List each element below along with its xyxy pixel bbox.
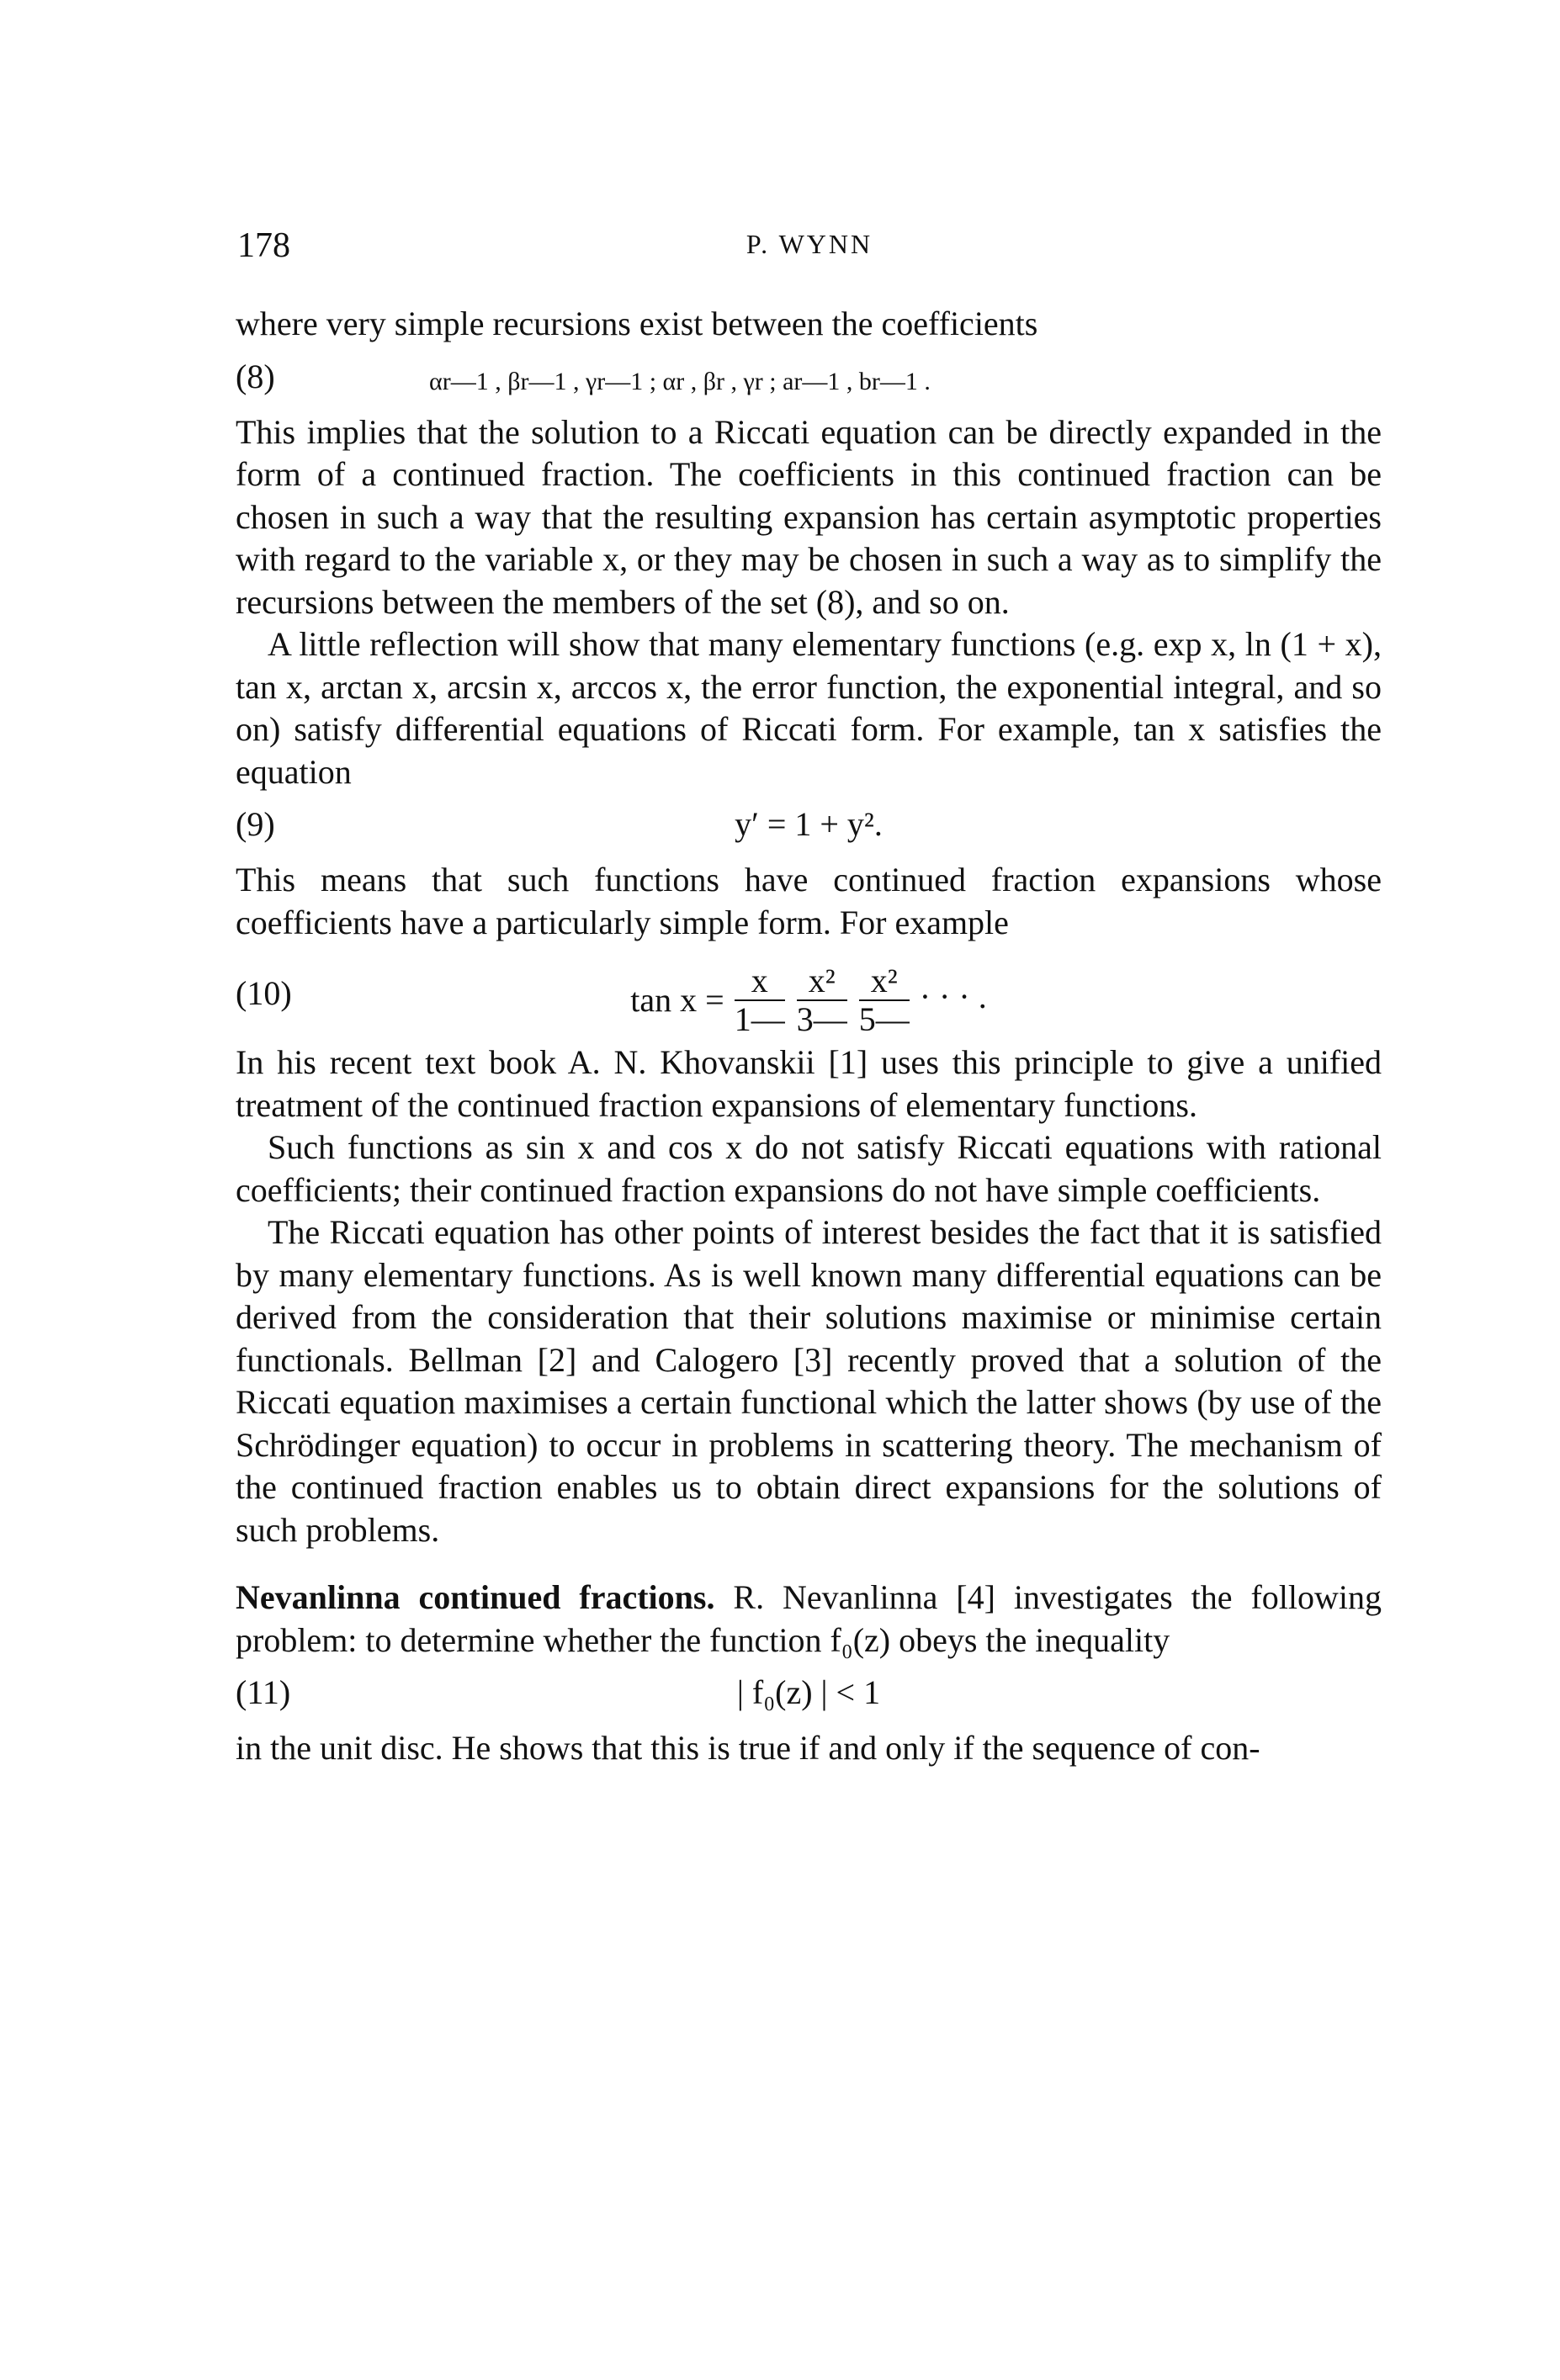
fraction-3-numerator: x²	[859, 962, 910, 1001]
body-text	[236, 303, 1382, 1770]
equation-9	[236, 800, 1382, 852]
fraction-2-denominator: 3—	[796, 1000, 847, 1038]
fraction-2-numerator: x²	[797, 962, 847, 1001]
nevanlinna-text: R. Nevanlinna [4] investigates the following problem: to determine whether the function f₀(z) obeys the inequality	[236, 1578, 1382, 1659]
paragraph-riccati-interest: The Riccati equation has other points of interest besides the fact that it is satisfied by many elementary functions. As is well known many differential equations can be derived from the consideration that their solutions maximise or minimise certain functionals. Bellman [2] and Calogero [3] recently proved that a solution of the Riccati equation maximises a certain functional which the latter shows (by use of the Schrödinger equation) to occur in problems in scattering theory. The mechanism of the continued fraction enables us to obtain direct expansions for the solutions of such problems.	[236, 1213, 1382, 1549]
paragraph-nevanlinna	[236, 1577, 1382, 1662]
equation-number-8: (8)	[236, 357, 275, 395]
equation-10	[236, 951, 1382, 1038]
fraction-1-denominator: 1—	[734, 1000, 785, 1038]
section-heading-nevanlinna: Nevanlinna continued fractions.	[236, 1578, 715, 1616]
equation-11	[236, 1668, 1382, 1720]
paragraph-unit-disc: in the unit disc. He shows that this is true if and only if the sequence of con-	[236, 1729, 1260, 1767]
equation-10-expression	[236, 962, 1382, 1038]
paragraph-khovanskii: In his recent text book A. N. Khovanskii [1] uses this principle to give a unified treatment of the continued fraction expansions of elementary functions.	[236, 1043, 1382, 1124]
paragraph-simple-form: This means that such functions have continued fraction expansions whose coefficients have a particularly simple form. For example	[236, 861, 1382, 941]
fraction-3	[859, 962, 910, 1038]
equation-10-ellipsis: · · · .	[919, 978, 987, 1016]
equation-10-lhs: tan x =	[630, 980, 724, 1019]
equation-9-expression: y′ = 1 + y².	[735, 805, 883, 843]
fraction-1	[735, 962, 785, 1038]
equation-number-11: (11)	[236, 1673, 291, 1711]
page-header	[237, 225, 1382, 268]
paragraph-recursions: where very simple recursions exist between the coefficients	[236, 305, 1038, 342]
paragraph-sin-cos: Such functions as sin x and cos x do not satisfy Riccati equations with rational coefficients; their continued fraction expansions do not have simple coefficients.	[236, 1128, 1382, 1209]
page-number: 178	[237, 226, 290, 265]
paragraph-elementary-functions: A little reflection will show that many elementary functions (e.g. exp x, ln (1 + x), tan x, arctan x, arcsin x, arccos x, the error function, the exponential integral, and so on) satisfy differential equations of Riccati form. For example, tan x satisfies the equation	[236, 625, 1382, 791]
fraction-2	[797, 962, 847, 1038]
equation-number-10: (10)	[236, 974, 292, 1012]
fraction-1-numerator: x	[735, 962, 785, 1001]
equation-8	[236, 352, 1382, 405]
running-head: P. WYNN	[746, 229, 873, 259]
paragraph-riccati-expansion: This implies that the solution to a Riccati equation can be directly expanded in the form of a continued fraction. The coefficients in this continued fraction can be chosen in such a way that the resulting expansion has certain asymptotic properties with regard to the variable x, or they may be chosen in such a way as to simplify the recursions between the members of the set (8), and so on.	[236, 412, 1382, 621]
equation-number-9: (9)	[236, 805, 275, 843]
fraction-3-denominator: 5—	[858, 1000, 910, 1038]
equation-11-expression: | f₀(z) | < 1	[736, 1673, 881, 1711]
section-gap	[236, 1551, 1382, 1577]
equation-8-expression: αr—1 , βr—1 , γr—1 ; αr , βr , γr ; ar—1 , br—1 .	[429, 367, 931, 395]
